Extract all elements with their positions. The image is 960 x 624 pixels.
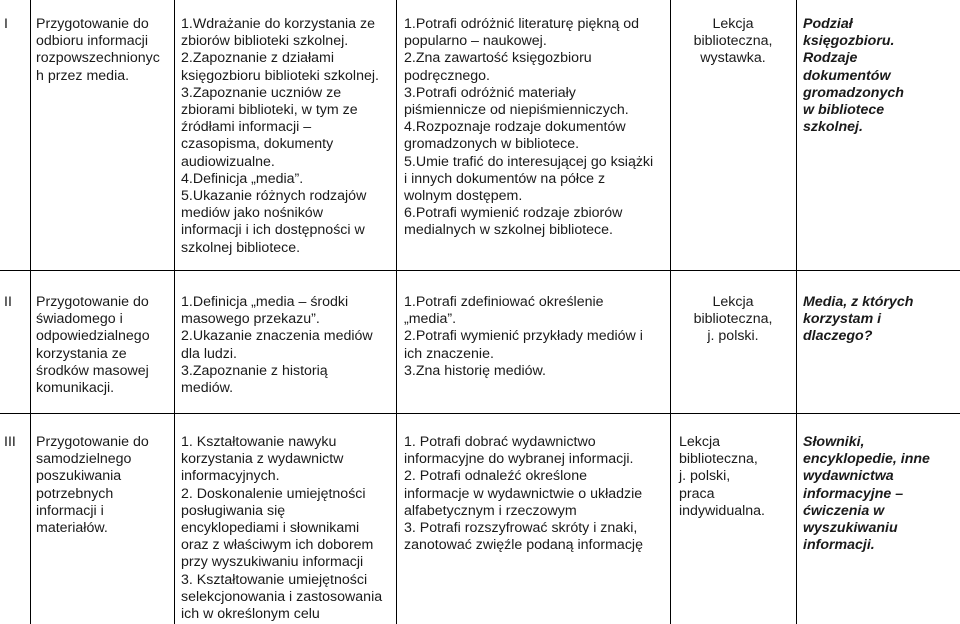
row-outcomes: 1.Potrafi zdefiniować określenie „media”. 2.Potrafi wymienić przykłady mediów i ich znaczenie. 3.Zna historię mediów. xyxy=(404,294,643,379)
row-number: I xyxy=(4,16,8,32)
column-divider xyxy=(30,0,31,624)
row-divider xyxy=(0,413,960,414)
row-outcomes: 1.Potrafi odróżnić literaturę piękną od popularno – naukowej. 2.Zna zawartość księgozbioru podręcznego. 3.Potrafi odróżnić materiały piśmiennicze od niepiśmienniczych. 4.Rozpoznaje rodzaje dokumentów gromadzonych w bibliotece. 5.Umie trafić do interesującej go książki i innych dokumentów na półce z wolnym dostępem. 6.Potrafi wymienić rodzaje zbiorów medialnych w szkolnej bibliotece. xyxy=(404,16,654,239)
row-content: 1.Definicja „media – środki masowego przekazu”. 2.Ukazanie znaczenia mediów dla ludzi. 3.Zapoznanie z historią mediów. xyxy=(181,294,373,397)
row-topic: Słowniki, encyklopedie, inne wydawnictwa informacyjne – ćwiczenia w wyszukiwaniu informacji. xyxy=(803,434,930,554)
row-form: Lekcja biblioteczna, j. polski, praca indywidualna. xyxy=(679,434,765,519)
row-content: 1.Wdrażanie do korzystania ze zbiorów biblioteki szkolnej. 2.Zapoznanie z działami księgozbioru biblioteki szkolnej. 3.Zapoznanie uczniów ze zbiorami biblioteki, w tym ze źródłami informacji – czasopisma, dokumenty audiowizualne. 4.Definicja „media”. 5.Ukazanie różnych rodzajów mediów jako nośników informacji i ich dostępności w szkolnej bibliotece. xyxy=(181,16,379,256)
row-number: II xyxy=(4,294,12,310)
row-form: Lekcja biblioteczna, j. polski. xyxy=(693,294,773,345)
row-aim: Przygotowanie do samodzielnego poszukiwania potrzebnych informacji i materiałów. xyxy=(36,434,149,537)
row-divider xyxy=(0,270,960,271)
row-topic: Podział księgozbioru. Rodzaje dokumentów gromadzonych w bibliotece szkolnej. xyxy=(803,16,904,136)
row-aim: Przygotowanie do świadomego i odpowiedzialnego korzystania ze środków masowej komunikacji. xyxy=(36,294,150,397)
row-content: 1. Kształtowanie nawyku korzystania z wydawnictw informacyjnych. 2. Doskonalenie umiejętności posługiwania się encyklopediami i słownikami oraz z właściwym ich doborem przy wyszukiwaniu informacji 3. Kształtowanie umiejętności selekcjonowania i zastosowania ich w określonym celu xyxy=(181,434,383,623)
row-topic: Media, z których korzystam i dlaczego? xyxy=(803,294,914,345)
column-divider xyxy=(174,0,175,624)
column-divider xyxy=(796,0,797,624)
row-form: Lekcja biblioteczna, wystawka. xyxy=(693,16,773,67)
row-outcomes: 1. Potrafi dobrać wydawnictwo informacyjne do wybranej informacji. 2. Potrafi odnaleźć określone informacje w wydawnictwie o układzie alfabetycznym i rzeczowym 3. Potrafi rozszyfrować skróty i znaki, zanotować zwięźle podaną informację xyxy=(404,434,643,554)
column-divider xyxy=(396,0,397,624)
row-aim: Przygotowanie do odbioru informacji rozpowszechnionyc h przez media. xyxy=(36,16,160,84)
column-divider xyxy=(670,0,671,624)
row-number: III xyxy=(4,434,16,450)
